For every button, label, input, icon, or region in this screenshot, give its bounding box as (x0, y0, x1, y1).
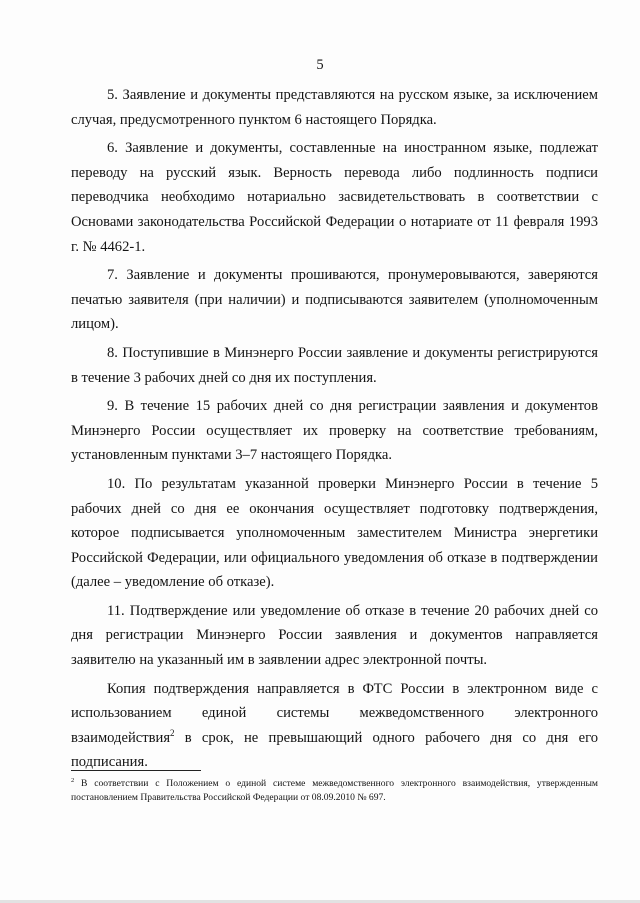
paragraph-6: 6. Заявление и документы, составленные на иностранном языке, подлежат переводу на русский язык. Верность перевода либо подлинность подписи переводчика необходимо нотариально засвидетельствовать в соответствии с Основами законодательства Российской Федерации о нотариате от 11 февраля 1993 г. № 4462-1. (71, 140, 598, 255)
paragraph-8: 8. Поступившие в Минэнерго России заявление и документы регистрируются в течение 3 рабочих дней со дня их поступления. (71, 344, 598, 386)
paragraph-11: 11. Подтверждение или уведомление об отказе в течение 20 рабочих дней со дня регистрации Минэнерго России заявления и документов направляется заявителю на указанный им в заявлении адрес электронной почты. (71, 602, 598, 669)
paragraph-fts-copy (71, 677, 598, 775)
paragraph-7: 7. Заявление и документы прошиваются, пронумеровываются, заверяются печатью заявителя (при наличии) и подписываются заявителем (уполномоченным лицом). (71, 267, 598, 333)
paragraph-10: 10. По результатам указанной проверки Минэнерго России в течение 5 рабочих дней со дня ее окончания осуществляет подготовку подтверждения, которое подписывается уполномоченным заместителем Министра энергетики Российской Федерации, или официального уведомления об отказе в подтверждении (далее – уведомление об отказе). (71, 475, 598, 591)
paragraph-5: 5. Заявление и документы представляются на русском языке, за исключением случая, предусмотренного пунктом 6 настоящего Порядка. (71, 87, 598, 128)
paragraph-fts-copy-text: Копия подтверждения направляется в ФТС России в электронном виде с использованием единой системы межведомственного электронного взаимодействия (71, 680, 598, 746)
page-number: 5 (316, 57, 324, 73)
footnote-marker: 2 (71, 777, 75, 784)
document-body (71, 83, 598, 779)
paragraph-9: 9. В течение 15 рабочих дней со дня регистрации заявления и документов Минэнерго России осуществляет их проверку на соответствие требованиям, установленным пунктами 3–7 настоящего Порядка. (71, 398, 598, 464)
footnote (71, 777, 598, 804)
footnote-text: В соответствии с Положением о единой системе межведомственного электронного взаимодействия, утвержденным постановлением Правительства Российской Федерации от 08.09.2010 № 697. (71, 778, 598, 803)
footnote-divider (71, 770, 201, 771)
footnote-reference: 2 (170, 727, 175, 738)
paragraph-fts-copy-tail: в срок, не превышающий одного рабочего дня со дня его подписания. (71, 729, 598, 771)
